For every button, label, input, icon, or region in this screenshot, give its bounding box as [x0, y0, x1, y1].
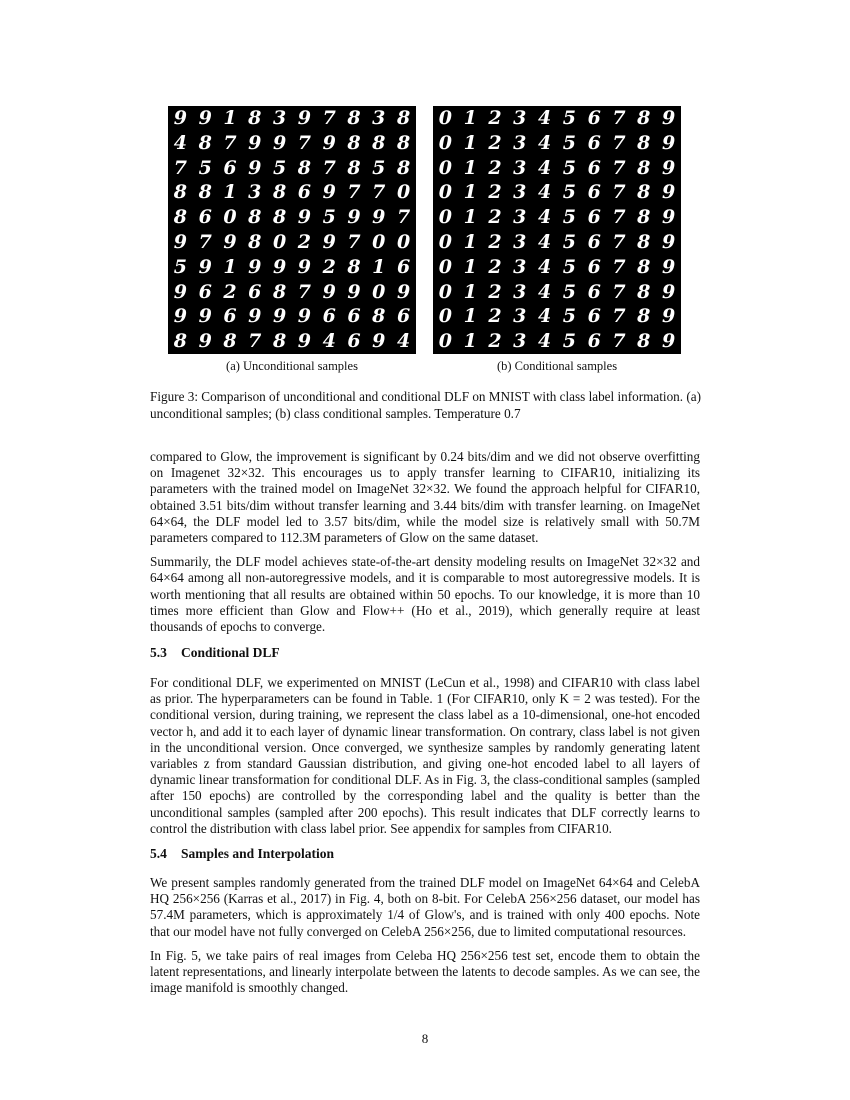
digit-sample: 2	[488, 230, 502, 253]
digit-sample: 9	[297, 330, 311, 353]
digit-sample: 9	[372, 330, 386, 353]
digit-sample: 8	[637, 156, 651, 179]
digit-sample: 4	[537, 255, 552, 278]
digit-sample: 3	[513, 181, 527, 204]
digit-sample: 7	[612, 181, 626, 204]
digit-sample: 7	[612, 206, 626, 229]
digit-sample: 7	[612, 131, 626, 154]
digit-sample: 9	[272, 131, 287, 154]
digit-sample: 9	[272, 305, 287, 328]
digit-sample: 9	[297, 107, 311, 129]
section-heading-5-3	[150, 645, 280, 661]
digit-sample: 2	[488, 181, 502, 204]
digit-sample: 9	[661, 280, 676, 303]
digit-sample: 1	[463, 330, 477, 353]
digit-sample: 2	[488, 255, 502, 278]
digit-sample: 0	[438, 305, 453, 328]
digit-sample: 7	[173, 156, 188, 179]
page-number: 8	[421, 1031, 429, 1046]
digit-sample: 9	[661, 156, 676, 179]
digit-sample: 8	[347, 131, 361, 154]
digit-sample: 7	[198, 230, 212, 253]
digit-sample: 3	[513, 255, 527, 278]
digit-sample: 2	[322, 255, 336, 278]
digit-sample: 9	[248, 305, 262, 328]
digit-sample: 0	[272, 230, 287, 253]
digit-sample: 9	[661, 305, 676, 328]
digit-sample: 7	[248, 330, 262, 353]
digit-sample: 8	[297, 156, 311, 179]
digit-sample: 0	[223, 206, 237, 229]
digit-sample: 0	[438, 131, 453, 154]
digit-sample: 6	[248, 280, 262, 303]
digit-sample: 2	[488, 107, 502, 129]
digit-sample: 4	[537, 156, 552, 179]
digit-sample: 0	[438, 255, 453, 278]
digit-sample: 9	[661, 230, 676, 253]
digit-sample: 8	[396, 156, 411, 179]
digit-sample: 9	[322, 131, 336, 154]
digit-sample: 8	[347, 107, 361, 129]
digit-sample: 0	[438, 156, 453, 179]
digit-sample: 0	[396, 230, 411, 253]
digit-sample: 8	[637, 107, 651, 129]
digit-sample: 8	[637, 206, 651, 229]
digit-sample: 4	[322, 330, 336, 353]
digit-sample: 9	[661, 107, 676, 129]
digit-sample: 1	[372, 255, 386, 278]
digit-sample: 9	[173, 107, 188, 129]
digit-sample: 1	[463, 107, 477, 129]
digit-sample: 9	[272, 255, 287, 278]
digit-sample: 8	[372, 131, 386, 154]
digit-sample: 0	[372, 280, 386, 303]
digit-sample: 1	[223, 107, 237, 129]
digit-sample: 4	[396, 330, 411, 353]
digit-sample: 7	[372, 181, 386, 204]
paragraph: compared to Glow, the improvement is significant by 0.24 bits/dim and we did not observe overfitting on Imagenet 32×32. This encourages us to apply transfer learning to CIFAR10, initializing its parameters with the trained model on ImageNet 32×32. We found the approach helpful for CIFAR10, obtained 3.51 bits/dim without transfer learning and 3.44 bits/dim with transfer learning. on ImageNet 64×64, the DLF model led to 3.57 bits/dim, while the model size is relatively small with 50.7M parameters compared to 112.3M parameters of Glow on the same dataset.	[150, 449, 700, 546]
digit-sample: 0	[372, 230, 386, 253]
digit-sample: 9	[297, 255, 311, 278]
digit-sample: 3	[513, 131, 527, 154]
digit-sample: 4	[537, 206, 552, 229]
digit-sample: 6	[587, 280, 601, 303]
digit-sample: 9	[661, 330, 676, 353]
digit-sample: 7	[322, 107, 336, 129]
digit-sample: 5	[562, 206, 576, 229]
digit-sample: 9	[248, 131, 262, 154]
digit-sample: 0	[438, 230, 453, 253]
digit-sample: 5	[562, 305, 576, 328]
digit-sample: 9	[661, 255, 676, 278]
digit-sample: 6	[223, 156, 237, 179]
digit-sample: 6	[587, 305, 601, 328]
digit-sample: 9	[347, 280, 361, 303]
digit-sample: 8	[173, 330, 188, 353]
digit-sample: 3	[372, 107, 386, 129]
digit-sample: 8	[198, 181, 212, 204]
digit-sample: 8	[637, 131, 651, 154]
digit-sample: 9	[661, 206, 676, 229]
digit-sample: 8	[637, 230, 651, 253]
digit-sample: 5	[322, 206, 336, 229]
digit-sample: 9	[322, 280, 336, 303]
digit-sample: 3	[513, 280, 527, 303]
digit-sample: 6	[587, 255, 601, 278]
digit-sample: 2	[488, 156, 502, 179]
digit-sample: 9	[372, 206, 386, 229]
digit-sample: 8	[223, 330, 237, 353]
digit-sample: 7	[612, 280, 626, 303]
digit-sample: 7	[612, 330, 626, 353]
digit-sample: 1	[223, 255, 237, 278]
digit-sample: 9	[347, 206, 361, 229]
digit-sample: 0	[438, 107, 453, 129]
digit-sample: 9	[198, 255, 212, 278]
digit-sample: 8	[637, 330, 651, 353]
digit-sample: 8	[272, 330, 287, 353]
digit-sample: 7	[297, 131, 311, 154]
digit-sample: 4	[537, 181, 552, 204]
digit-sample: 6	[347, 305, 361, 328]
digit-sample: 6	[587, 131, 601, 154]
digit-sample: 5	[198, 156, 212, 179]
digit-sample: 9	[173, 230, 188, 253]
paragraph: In Fig. 5, we take pairs of real images from Celeba HQ 256×256 test set, encode them to obtain the latent representations, and linearly interpolate between the latents to decode samples. As we can see, the image manifold is smoothly changed.	[150, 947, 700, 996]
digit-sample: 5	[562, 131, 576, 154]
digit-sample: 0	[396, 181, 411, 204]
digit-sample: 6	[322, 305, 336, 328]
digit-sample: 7	[347, 181, 361, 204]
digit-sample: 9	[173, 280, 188, 303]
digit-sample: 7	[322, 156, 336, 179]
digit-sample: 8	[248, 107, 262, 129]
digit-sample: 9	[322, 181, 336, 204]
digit-sample: 5	[272, 156, 287, 179]
digit-sample: 2	[488, 206, 502, 229]
digit-sample: 4	[537, 230, 552, 253]
digit-sample: 9	[297, 206, 311, 229]
digit-sample: 8	[272, 181, 287, 204]
digit-sample: 4	[537, 305, 552, 328]
digit-sample: 5	[562, 255, 576, 278]
digit-sample: 5	[372, 156, 386, 179]
digit-sample: 5	[562, 107, 576, 129]
digit-sample: 6	[587, 156, 601, 179]
digit-sample: 0	[438, 280, 453, 303]
digit-sample: 7	[347, 230, 361, 253]
section-number: 5.3	[150, 645, 167, 660]
digit-sample: 9	[248, 156, 262, 179]
section-title: Samples and Interpolation	[181, 846, 335, 861]
digit-sample: 6	[587, 206, 601, 229]
digit-sample: 3	[513, 230, 527, 253]
digit-sample: 1	[463, 181, 477, 204]
digit-sample: 3	[513, 107, 527, 129]
digit-sample: 9	[223, 230, 237, 253]
digit-sample: 6	[297, 181, 311, 204]
digit-sample: 0	[438, 330, 453, 353]
digit-sample: 7	[612, 305, 626, 328]
digit-sample: 2	[223, 280, 237, 303]
subcaption-conditional: (b) Conditional samples	[496, 359, 618, 373]
digit-sample: 2	[488, 131, 502, 154]
digit-sample: 7	[223, 131, 237, 154]
digit-sample: 6	[587, 230, 601, 253]
digit-sample: 3	[272, 107, 287, 129]
digit-sample: 8	[173, 181, 188, 204]
digit-sample: 7	[396, 206, 411, 229]
paragraph: We present samples randomly generated from the trained DLF model on ImageNet 64×64 and CelebA HQ 256×256 (Karras et al., 2017) in Fig. 4, both on 8-bit. For CelebA 256×256 dataset, our model has 57.4M parameters, which is approximately 1/4 of Glow's, and is trained with only 400 epochs. Note that our model have not fully converged on CelebA 256×256, due to limited computational resources.	[150, 875, 700, 939]
digit-sample: 4	[537, 131, 552, 154]
digit-sample: 9	[248, 255, 262, 278]
digit-sample: 1	[463, 255, 477, 278]
digit-sample: 8	[396, 107, 411, 129]
paragraph: Summarily, the DLF model achieves state-of-the-art density modeling results on ImageNet 32×32 and 64×64 among all non-autoregressive models, and it is comparable to most autoregressive models. It is worth mentioning that all results are obtained within 50 epochs. To our knowledge, it is more than 10 times more efficient than Glow and Flow++ (Ho et al., 2019), which generally require at least thousands of epochs to converge.	[150, 554, 700, 635]
digit-sample: 8	[272, 280, 287, 303]
figure-caption: Figure 3: Comparison of unconditional and conditional DLF on MNIST with class label information. (a) unconditional samples; (b) class conditional samples. Temperature 0.7	[150, 389, 701, 421]
digit-sample: 5	[562, 181, 576, 204]
digit-sample: 5	[562, 230, 576, 253]
digit-sample: 3	[248, 181, 262, 204]
digit-sample: 6	[223, 305, 237, 328]
conditional-samples-grid	[433, 106, 681, 354]
digit-sample: 6	[587, 330, 601, 353]
digit-sample: 9	[396, 280, 411, 303]
digit-sample: 7	[612, 107, 626, 129]
digit-sample: 5	[562, 156, 576, 179]
digit-sample: 1	[463, 156, 477, 179]
digit-sample: 8	[347, 156, 361, 179]
digit-sample: 9	[661, 131, 676, 154]
digit-sample: 2	[488, 305, 502, 328]
digit-sample: 6	[587, 107, 601, 129]
digit-sample: 7	[612, 156, 626, 179]
digit-sample: 0	[438, 181, 453, 204]
digit-sample: 9	[198, 330, 212, 353]
digit-sample: 8	[248, 206, 262, 229]
digit-sample: 8	[637, 305, 651, 328]
digit-sample: 5	[562, 280, 576, 303]
digit-sample: 8	[396, 131, 411, 154]
digit-sample: 3	[513, 305, 527, 328]
digit-sample: 1	[463, 206, 477, 229]
digit-sample: 9	[173, 305, 188, 328]
digit-sample: 4	[537, 330, 552, 353]
digit-sample: 1	[463, 131, 477, 154]
digit-sample: 7	[612, 255, 626, 278]
digit-sample: 1	[463, 305, 477, 328]
digit-sample: 2	[488, 330, 502, 353]
section-5-3-body	[150, 675, 700, 845]
digit-sample: 8	[198, 131, 212, 154]
digit-sample: 9	[198, 305, 212, 328]
digit-sample: 8	[637, 181, 651, 204]
digit-sample: 9	[297, 305, 311, 328]
digit-sample: 6	[396, 305, 411, 328]
digit-sample: 8	[372, 305, 386, 328]
digit-sample: 4	[537, 107, 552, 129]
digit-sample: 6	[347, 330, 361, 353]
digit-sample: 4	[537, 280, 552, 303]
digit-sample: 8	[173, 206, 188, 229]
digit-sample: 1	[223, 181, 237, 204]
body-top	[150, 449, 700, 643]
digit-sample: 9	[661, 181, 676, 204]
digit-sample: 8	[272, 206, 287, 229]
digit-sample: 8	[347, 255, 361, 278]
digit-sample: 8	[248, 230, 262, 253]
digit-sample: 6	[396, 255, 411, 278]
digit-sample: 3	[513, 330, 527, 353]
digit-sample: 2	[297, 230, 311, 253]
section-5-4-body	[150, 875, 700, 1004]
subcaption-unconditional: (a) Unconditional samples	[226, 359, 358, 373]
digit-sample: 6	[587, 181, 601, 204]
unconditional-samples-grid	[168, 106, 416, 354]
digit-sample: 9	[322, 230, 336, 253]
digit-sample: 9	[198, 107, 212, 129]
digit-sample: 7	[297, 280, 311, 303]
digit-sample: 5	[562, 330, 576, 353]
section-heading-5-4	[150, 846, 334, 862]
digit-sample: 4	[173, 131, 188, 154]
digit-sample: 3	[513, 206, 527, 229]
digit-sample: 6	[198, 280, 212, 303]
digit-sample: 3	[513, 156, 527, 179]
section-title: Conditional DLF	[181, 645, 280, 660]
paragraph: For conditional DLF, we experimented on MNIST (LeCun et al., 1998) and CIFAR10 with class label as prior. The hyperparameters can be found in Table. 1 (For CIFAR10, only K = 2 was tested). For the conditional version, during training, we represent the class label as a 10-dimensional, one-hot encoded vector h, and add it to each layer of dynamic linear transformation. On contrary, class label is not given in the unconditional version. Once converged, we synthesize samples by randomly generating latent variables z from standard Gaussian distribution, and giving one-hot encoded label to all layers of dynamic linear transformation for conditional DLF. As in Fig. 3, the class-conditional samples (sampled after 150 epochs) are controlled by the corresponding label and the quality is better than the unconditional samples (sampled after 200 epochs). This result indicates that DLF correctly learns to control the distribution with class label prior. See appendix for samples from CIFAR10.	[150, 675, 700, 836]
section-number: 5.4	[150, 846, 167, 861]
digit-sample: 1	[463, 230, 477, 253]
digit-sample: 6	[198, 206, 212, 229]
digit-sample: 2	[488, 280, 502, 303]
digit-sample: 0	[438, 206, 453, 229]
digit-sample: 8	[637, 280, 651, 303]
digit-sample: 7	[612, 230, 626, 253]
digit-sample: 8	[637, 255, 651, 278]
digit-sample: 1	[463, 280, 477, 303]
digit-sample: 5	[173, 255, 188, 278]
